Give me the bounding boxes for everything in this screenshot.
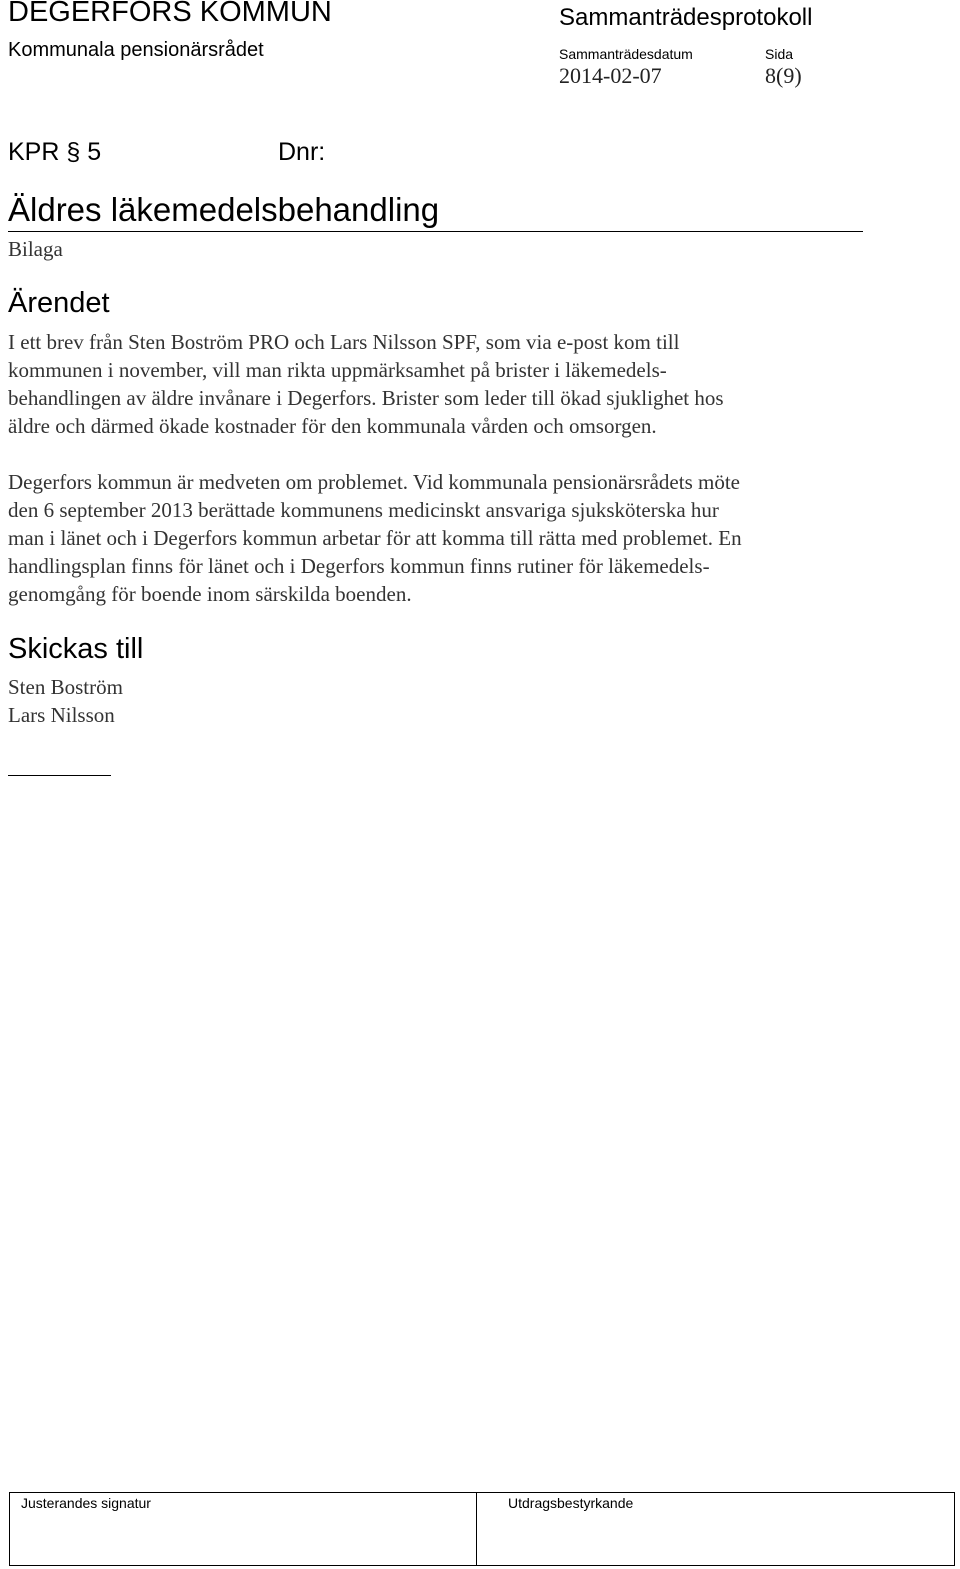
- sent-to-heading: Skickas till: [8, 633, 144, 665]
- case-title: Äldres läkemedelsbehandling: [8, 191, 440, 228]
- meeting-date-label: Sammanträdesdatum: [559, 46, 693, 62]
- organization-name: DEGERFORS KOMMUN: [8, 0, 332, 28]
- paragraph-line: den 6 september 2013 berättade kommunens medicinskt ansvariga sjuksköterska hur: [8, 498, 719, 522]
- recipient-list: [8, 673, 123, 729]
- attachment-label: Bilaga: [8, 237, 63, 261]
- extract-certification-label: Utdragsbestyrkande: [508, 1495, 634, 1511]
- paragraph-line: genomgång för boende inom särskilda boenden.: [8, 582, 412, 606]
- paragraph-reference: KPR § 5: [8, 138, 102, 166]
- footer-column-divider: [476, 1492, 477, 1566]
- paragraph-line: I ett brev från Sten Boström PRO och Lars Nilsson SPF, som via e-post kom till: [8, 330, 680, 354]
- meeting-date-value: 2014-02-07: [559, 63, 662, 88]
- document-type: Sammanträdesprotokoll: [559, 4, 813, 31]
- matter-paragraph-2: [8, 468, 878, 608]
- paragraph-line: man i länet och i Degerfors kommun arbetar för att komma till rätta med problemet. En: [8, 526, 742, 550]
- page-number: 8(9): [765, 63, 802, 88]
- board-name: Kommunala pensionärsrådet: [8, 39, 264, 61]
- paragraph-line: Degerfors kommun är medveten om problemet. Vid kommunala pensionärsrådets möte: [8, 470, 740, 494]
- recipient-name: Lars Nilsson: [8, 703, 115, 727]
- paragraph-line: äldre och därmed ökade kostnader för den kommunala vården och omsorgen.: [8, 414, 657, 438]
- matter-heading: Ärendet: [8, 287, 110, 319]
- adjuster-signature-label: Justerandes signatur: [21, 1495, 151, 1511]
- paragraph-line: behandlingen av äldre invånare i Degerfors. Brister som leder till ökad sjuklighet hos: [8, 386, 724, 410]
- paragraph-line: handlingsplan finns för länet och i Degerfors kommun finns rutiner för läkemedels-: [8, 554, 710, 578]
- title-divider: [8, 231, 863, 232]
- recipient-name: Sten Boström: [8, 675, 123, 699]
- matter-paragraph-1: [8, 328, 878, 440]
- end-divider: [8, 775, 111, 776]
- dnr-label: Dnr:: [278, 138, 326, 166]
- paragraph-line: kommunen i november, vill man rikta uppmärksamhet på brister i läkemedels-: [8, 358, 667, 382]
- page-label: Sida: [765, 46, 794, 62]
